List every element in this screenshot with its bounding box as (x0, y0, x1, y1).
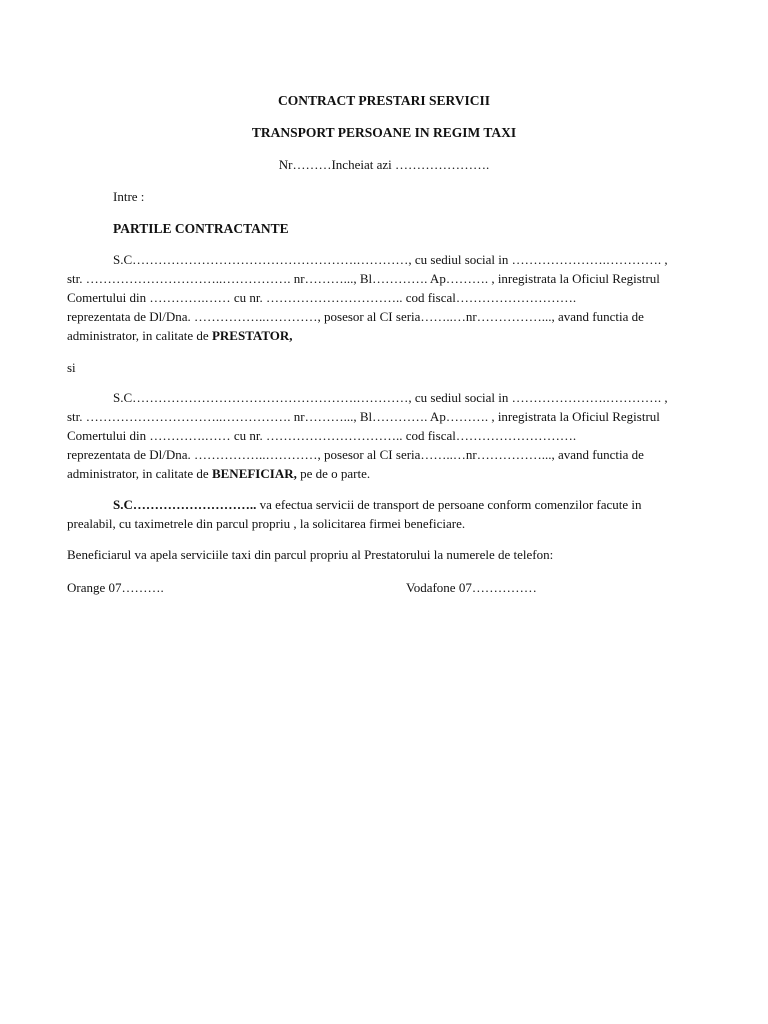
clause-line1-rest: va efectua servicii de transport de persoane conform comenzilor facute in (256, 497, 642, 512)
phones-intro: Beneficiarul va apela serviciile taxi din parcul propriu al Prestatorului la numerele de telefon: (67, 547, 554, 562)
service-clause (67, 495, 715, 533)
section-title: PARTILE CONTRACTANTE (113, 221, 289, 236)
party2-role-prefix: administrator, in calitate de (67, 466, 212, 481)
party2-role: BENEFICIAR, (211, 466, 297, 481)
document-subtitle: TRANSPORT PERSOANE IN REGIM TAXI (251, 125, 517, 140)
party1-role-prefix: administrator, in calitate de (67, 328, 212, 343)
party1-line1: S.C…………………………………………….…………, cu sediul social in ………………….…………. , (113, 252, 668, 267)
party-beneficiar (67, 388, 715, 483)
party1-line5 (67, 326, 715, 345)
party1-line2: str. …………………………..……………. nr………..., Bl…………. Ap………. , inregistrata la Oficiul Registrul (67, 271, 660, 286)
party2-role-suffix: pe de o parte. (296, 466, 371, 481)
party2-line1: S.C…………………………………………….…………, cu sediul social in ………………….…………. , (113, 390, 668, 405)
si-conjunction: si (67, 360, 76, 375)
clause-line1 (67, 495, 715, 514)
party2-line5 (67, 464, 715, 483)
party-prestator (67, 250, 715, 345)
party1-role: PRESTATOR, (211, 328, 293, 343)
document-title: CONTRACT PRESTARI SERVICII (277, 93, 491, 108)
intre-label: Intre : (113, 189, 145, 204)
contract-number-line: Nr………Incheiat azi …………………. (278, 157, 490, 172)
orange-phone: Orange 07………. (67, 580, 164, 595)
party2-line3: Comertului din ………….…… cu nr. ………………………….. cod fiscal………………………. (67, 428, 577, 443)
party1-line4: reprezentata de Dl/Dna. ……………..…………, posesor al CI seria……..…nr……………..., avand functia de (67, 309, 644, 324)
vodafone-phone: Vodafone 07…………… (406, 580, 537, 595)
clause-line2: prealabil, cu taximetrele din parcul propriu , la solicitarea firmei beneficiare. (67, 516, 466, 531)
party1-line3: Comertului din ………….…… cu nr. ………………………….. cod fiscal………………………. (67, 290, 577, 305)
clause-company: S.C……………………….. (113, 497, 257, 512)
party2-line4: reprezentata de Dl/Dna. ……………..…………, posesor al CI seria……..…nr……………..., avand functia de (67, 447, 644, 462)
party2-line2: str. …………………………..……………. nr………..., Bl…………. Ap………. , inregistrata la Oficiul Registrul (67, 409, 660, 424)
